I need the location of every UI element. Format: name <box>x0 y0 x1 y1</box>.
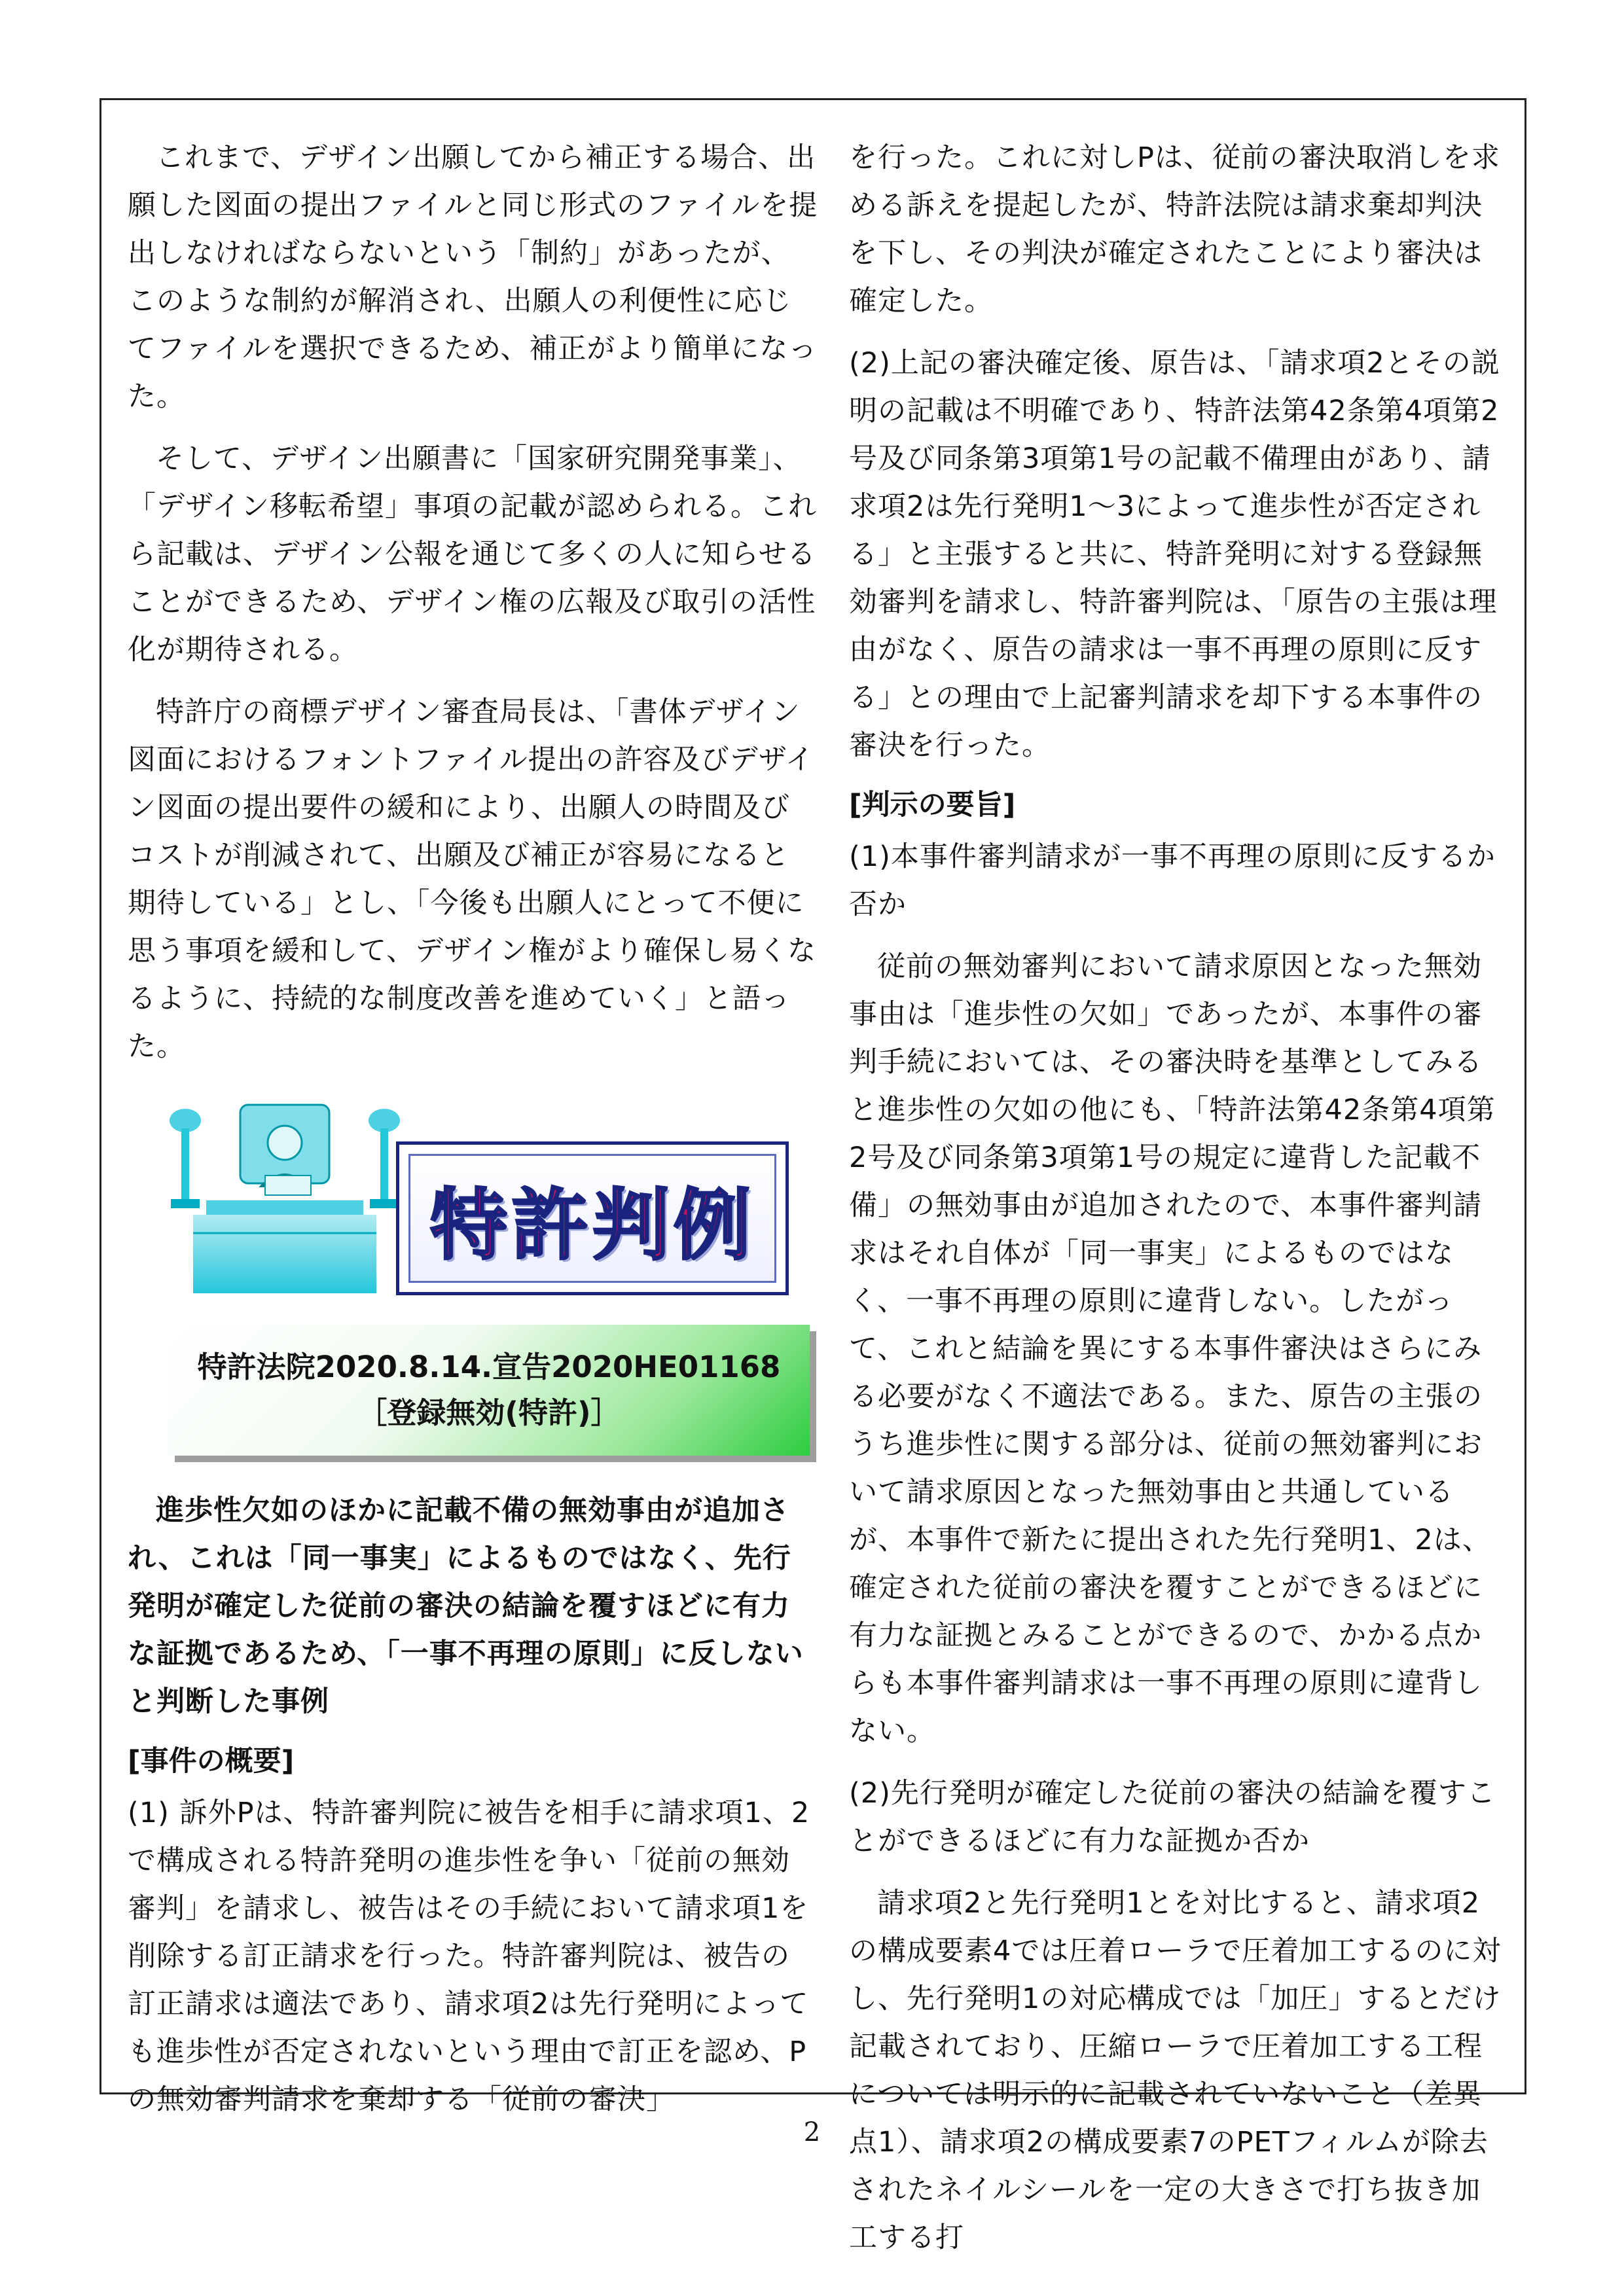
left-column <box>128 134 818 2124</box>
case-figure <box>128 1102 818 1456</box>
paragraph-director-comment: 特許庁の商標デザイン審査局長は、「書体デザイン図面におけるフォントファイル提出の許容及びデザイン図面の提出要件の緩和により、出願人の時間及びコストが削減されて、出願及び補正が容易になると期待している」とし、「今後も出願人にとって不便に思う事項を緩和して、デザイン権がより確保し易くなるように、持続的な制度改善を進めていく」と語った。 <box>128 696 817 1063</box>
case-summary-text: 進歩性欠如のほかに記載不備の無効事由が追加され、これは「同一事実」によるものではなく、先行発明が確定した従前の審決の結論を覆すほどに有力な証拠であるため、「一事不再理の原則」に反しないと判断した事例 <box>128 1494 804 1718</box>
ruling-2-title: (2)先行発明が確定した従前の審決の結論を覆すことができるほどに有力な証拠か否か <box>849 1777 1496 1857</box>
banner-title: 特許判例 <box>429 1179 755 1270</box>
paragraph-revision: これまで、デザイン出願してから補正する場合、出願した図面の提出ファイルと同じ形式のファイルを提出しなければならないという「制約」があったが、このような制約が解消され、出願人の利便性に応じてファイルを選択できるため、補正がより簡単になった。 <box>128 141 818 413</box>
court-decision-box <box>168 1325 810 1456</box>
right-column <box>849 134 1504 2262</box>
court-decision-line1: 特許法院2020.8.14.宣告2020HE01168 <box>197 1350 781 1384</box>
paragraph-overview-2: (2)上記の審決確定後、原告は、「請求項2とその説明の記載は不明確であり、特許法第42条第4項第2号及び同条第3項第1号の記載不備理由があり、請求項2は先行発明1～3によって進歩性が否定される」と主張すると共に、特許発明に対する登録無効審判を請求し、特許審判院は、「原告の主張は理由がなく、原告の請求は一事不再理の原則に反する」との理由で上記審判請求を却下する本事件の審決を行った。 <box>849 347 1500 762</box>
ruling-2-body: 請求項2と先行発明1とを対比すると、請求項2の構成要素4では圧着ローラで圧着加工するのに対し、先行発明1の対応構成では「加圧」するとだけ記載されており、圧縮ローラで圧着加工する工程については明示的に記載されていないこと（差異点1）、請求項2の構成要素7のPETフィルムが除去されたネイルシールを一定の大きさで打ち抜き加工する打 <box>849 1887 1502 2254</box>
heading-ruling-summary: [判示の要旨] <box>849 789 1016 821</box>
page-number: 2 <box>803 2117 821 2147</box>
courtroom-judge-illustration <box>167 1102 403 1299</box>
case-law-banner-inner <box>408 1154 776 1283</box>
ruling-1-title: (1)本事件審判請求が一事不再理の原則に反するか否か <box>849 840 1496 921</box>
case-law-banner <box>396 1141 789 1295</box>
heading-case-overview: [事件の概要] <box>128 1745 295 1778</box>
ruling-1-body: 従前の無効審判において請求原因となった無効事由は「進歩性の欠如」であったが、本事件の審判手続においては、その審決時を基準としてみると進歩性の欠如の他にも、「特許法第42条第4項第2号及び同条第3項第1号の規定に違背した記載不備」の無効事由が追加されたので、本事件審判請求はそれ自体が「同一事実」によるものではなく、一事不再理の原則に違背しない。したがって、これと結論を異にする本事件審決はさらにみる必要がなく不適法である。また、原告の主張のうち進歩性に関する部分は、従前の無効審判において請求原因となった無効事由と共通しているが、本事件で新たに提出された先行発明1、2は、確定された従前の審決を覆すことができるほどに有力な証拠とみることができるので、かかる点からも本事件審判請求は一事不再理の原則に違背しない。 <box>849 950 1496 1748</box>
paragraph-application-items: そして、デザイン出願書に「国家研究開発事業」、「デザイン移転希望」事項の記載が認められる。これら記載は、デザイン公報を通じて多くの人に知らせることができるため、デザイン権の広報及び取引の活性化が期待される。 <box>128 442 817 666</box>
page-frame <box>99 98 1526 2254</box>
paragraph-overview-1-continued: を行った。これに対しPは、従前の審決取消しを求める訴えを提起したが、特許法院は請求棄却判決を下し、その判決が確定されたことにより審決は確定した。 <box>849 141 1500 317</box>
case-summary <box>128 1487 818 1726</box>
paragraph-overview-1: (1) 訴外Pは、特許審判院に被告を相手に請求項1、2で構成される特許発明の進歩性を争い「従前の無効審判」を請求し、被告はその手続において請求項1を削除する訂正請求を行った。特許審判院は、被告の訂正請求は適法であり、請求項2は先行発明によっても進歩性が否定されないという理由で訂正を認め、Pの無効審判請求を棄却する「従前の審決」 <box>128 1797 810 2116</box>
court-decision-line2: ［登録無効(特許)］ <box>357 1395 621 1430</box>
